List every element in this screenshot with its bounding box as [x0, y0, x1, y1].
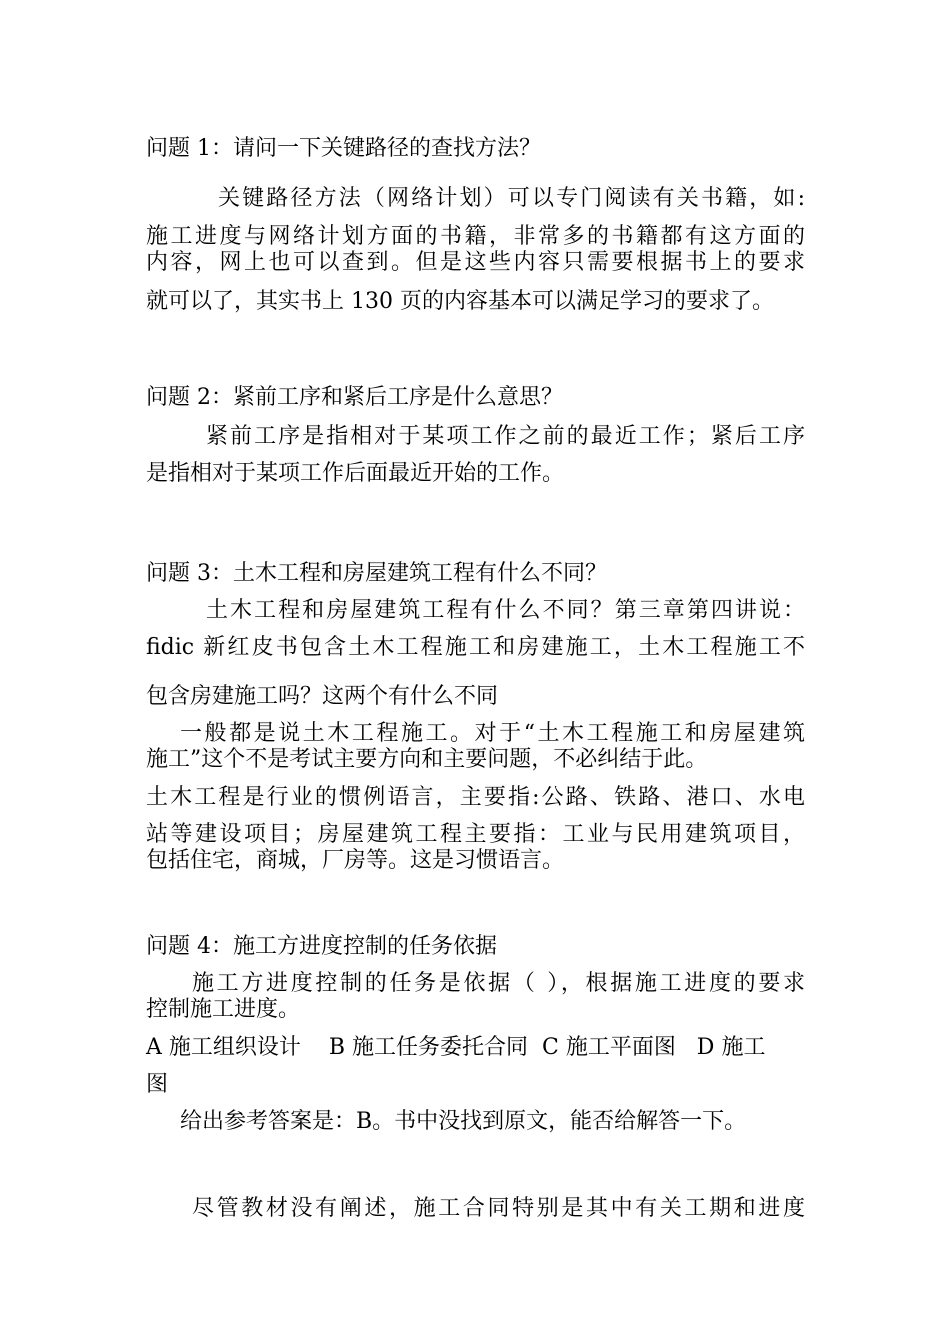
q2-line-2: 是指相对于某项工作后面最近开始的工作。 [146, 461, 565, 486]
q3-line-7: 站等建设项目；房屋建筑工程主要指：工业与民用建筑项目， [146, 822, 805, 847]
q3-line-2: fidic 新红皮书包含土木工程施工和房建施工，土木工程施工不 [146, 635, 805, 660]
q4-line-1: 施工方进度控制的任务是依据（ ），根据施工进度的要求 [192, 971, 805, 996]
q3-title: 问题 3：土木工程和房屋建筑工程有什么不同？ [146, 561, 607, 586]
q1-line-1: 关键路径方法（网络计划）可以专门阅读有关书籍，如: [218, 186, 805, 211]
q3-line-8: 包括住宅，商城，厂房等。这是习惯语言。 [146, 848, 565, 873]
q3-line-1: 土木工程和房屋建筑工程有什么不同？第三章第四讲说： [206, 598, 805, 623]
q4-title: 问题 4：施工方进度控制的任务依据 [146, 934, 497, 959]
q1-line-2: 施工进度与网络计划方面的书籍，非常多的书籍都有这方面的 [146, 224, 805, 249]
q2-line-1: 紧前工序是指相对于某项工作之前的最近工作；紧后工序 [206, 424, 805, 449]
q1-title: 问题 1：请问一下关键路径的查找方法？ [146, 136, 541, 161]
q3-line-4: 一般都是说土木工程施工。对于“土木工程施工和房屋建筑 [180, 721, 805, 746]
q1-line-3: 内容，网上也可以查到。但是这些内容只需要根据书上的要求 [146, 250, 805, 275]
q4-reply-line: 尽管教材没有阐述，施工合同特别是其中有关工期和进度 [192, 1196, 805, 1221]
q3-line-5: 施工”这个不是考试主要方向和主要问题，不必纠结于此。 [146, 747, 708, 772]
q3-line-3: 包含房建施工吗？这两个有什么不同 [146, 684, 499, 709]
q4-line-2: 控制施工进度。 [146, 997, 301, 1022]
q4-options-line: A 施工组织设计 B 施工任务委托合同 C 施工平面图 D 施工 [146, 1035, 766, 1060]
q3-line-6: 土木工程是行业的惯例语言，主要指:公路、铁路、港口、水电 [146, 785, 805, 810]
q2-title: 问题 2：紧前工序和紧后工序是什么意思？ [146, 385, 563, 410]
q1-line-4: 就可以了，其实书上 130 页的内容基本可以满足学习的要求了。 [146, 289, 774, 314]
q4-answer-line: 给出参考答案是：B。书中没找到原文，能否给解答一下。 [180, 1109, 747, 1134]
q4-line-4: 图 [146, 1072, 169, 1097]
